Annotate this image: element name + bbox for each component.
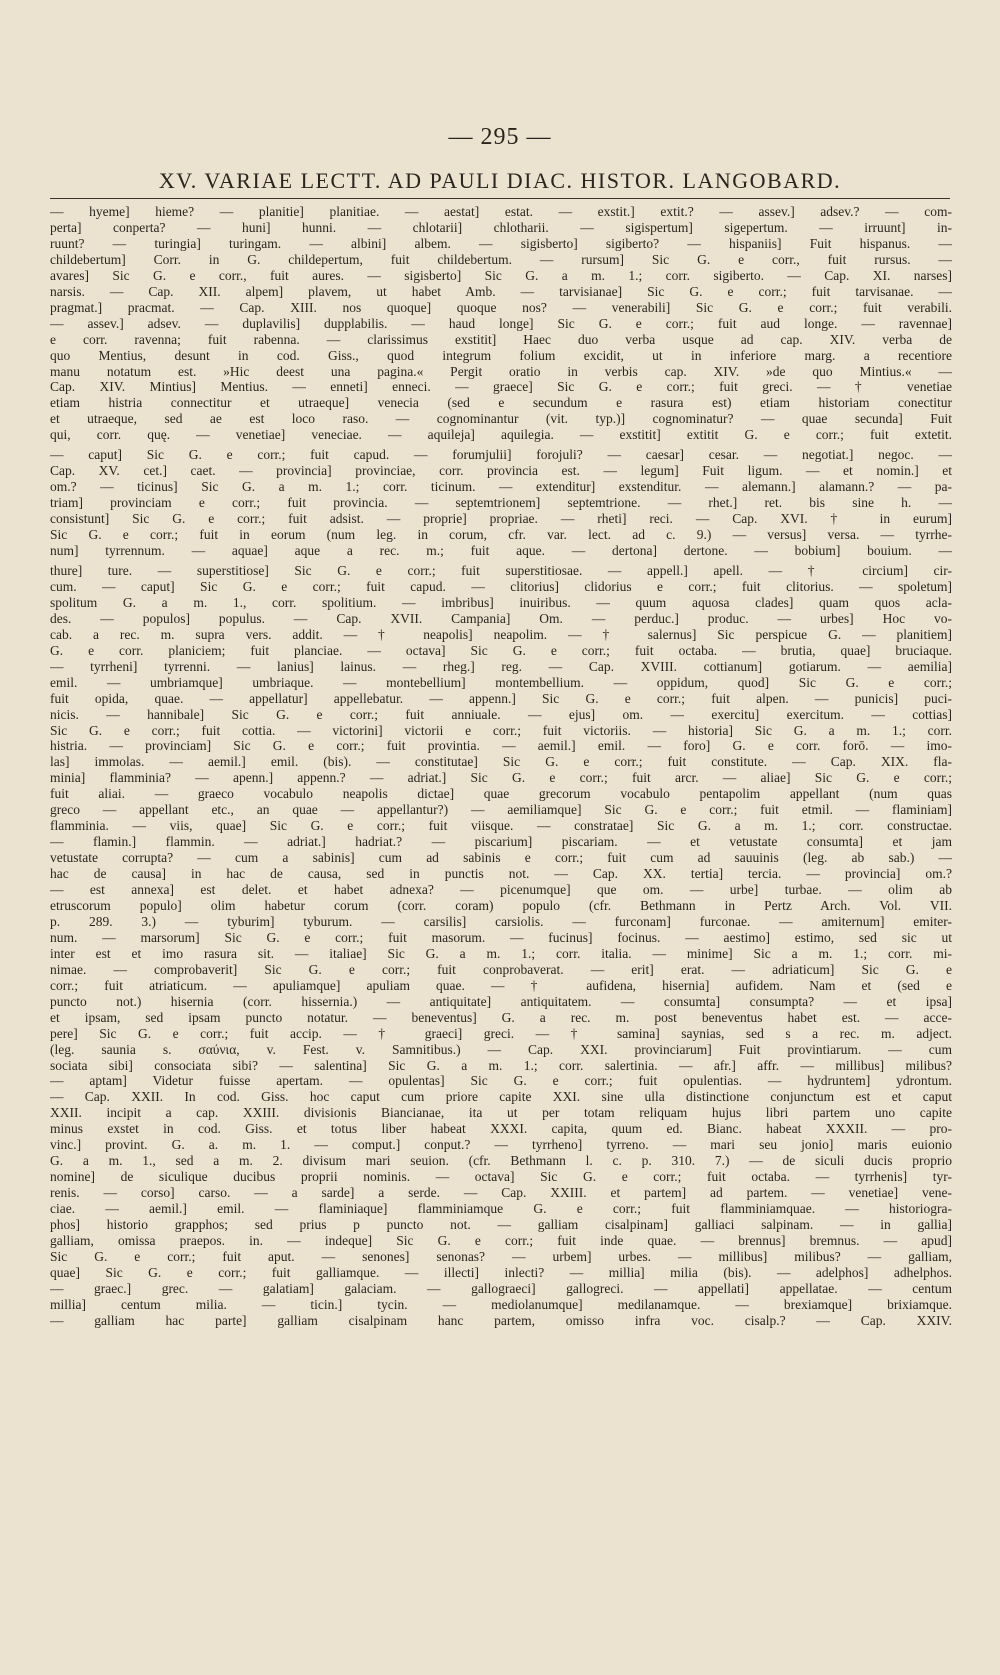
text-line: histria. — provinciam] Sic G. e corr.; fuit provintia. — aemil.] emil. — foro] G. e corr. forō. — imo- — [50, 738, 952, 754]
text-line: avares] Sic G. e corr., fuit aures. — sigisberto] Sic G. a m. 1.; corr. sigiberto. — Cap. XI. narses] — [50, 267, 952, 283]
text-line: — flamin.] flammin. — adriat.] hadriat.? — piscarium] piscariam. — et vetustate consumta] et jam — [50, 834, 952, 850]
running-head: XV. VARIAE LECTT. AD PAULI DIAC. HISTOR. LANGOBARD. — [158, 168, 842, 193]
text-line: inter est et imo rasura sit. — italiae] Sic G. a m. 1.; corr. italia. — minime] Sic a m. 1.; corr. mi- — [50, 945, 952, 961]
header-rule — [50, 198, 950, 199]
text-line: Sic G. e corr.; fuit in eorum (num leg. in corum, cfr. var. lect. ad c. 9.) — versus] versa. — tyrrhe- — [50, 527, 952, 543]
text-line: — hyeme] hieme? — planitie] planitiae. — aestat] estat. — exstit.] extit.? — assev.] adsev.? — com- — [50, 204, 952, 219]
text-line: XXII. incipit a cap. XXIII. divisionis Biancianae, ita ut per totam reliquam hujus libri partem uno capite — [50, 1105, 952, 1121]
text-line: las] immolas. — aemil.] emil. (bis). — constitutae] Sic G. e corr.; fuit constitute. — Cap. XIX. fla- — [50, 754, 952, 770]
text-line: quo Mentius, desunt in cod. Giss., quod integrum folium excidit, ut in inferiore marg. a recentiore — [50, 347, 952, 363]
text-line: triam] provinciam e corr.; fuit provincia. — septemtrionem] septemtrione. — rhet.] ret. bis sine h. — — [50, 495, 952, 511]
text-line: Cap. XV. cet.] caet. — provincia] provinciae, corr. provincia est. — legum] Fuit ligum. — et nomin.] et — [50, 463, 952, 479]
text-line: — aptam] Videtur fuisse apertam. — opulentas] Sic G. e corr.; fuit opulentias. — hydruntem] ydrontum. — [50, 1073, 952, 1089]
text-line: consistunt] Sic G. e corr.; fuit adsist. — proprie] propriae. — rheti] reci. — Cap. XVI. † in eurum] — [50, 511, 952, 527]
text-line: p. 289. 3.) — tyburim] tyburum. — carsilis] carsiolis. — furconam] furconae. — amiternum] emiter- — [50, 913, 952, 929]
text-line: galliam, omissa praepos. in. — indeque] Sic G. e corr.; fuit inde quae. — brennus] bremnus. — apud] — [50, 1233, 952, 1248]
text-line: pere] Sic G. e corr.; fuit accip. — † graeci] greci. — † samina] saynias, sed s a rec. m. adject. — [50, 1025, 952, 1041]
text-line: des. — populos] populus. — Cap. XVII. Campania] Om. — perduc.] produc. — urbes] Hoc vo- — [50, 610, 952, 626]
page-number: — 295 — — [448, 124, 552, 150]
text-line: minia] flamminia? — apenn.] appenn.? — adriat.] Sic G. e corr.; fuit arcr. — aliae] Sic G. e corr.; — [50, 770, 952, 786]
text-line: om.? — ticinus] Sic G. a m. 1.; corr. ticinum. — extenditur] exstenditur. — alemann.] alamann.? — pa- — [50, 479, 952, 495]
text-line: quae] Sic G. e corr.; fuit galliamque. — illecti] inlecti? — millia] milia (bis). — adelphos] adhelphos. — [50, 1264, 952, 1280]
text-line: — est annexa] est delet. et habet adnexa? — picenumque] que om. — urbe] turbae. — olim ab — [50, 882, 952, 898]
text-line: fuit opida, quae. — appellatur] appellebatur. — appenn.] Sic G. e corr.; fuit alpen. — punicis] puci- — [50, 690, 952, 706]
text-line: manu notatum est. »Hic deest una pagina.« Pergit oratio in verbis cap. XIV. »de quo Mintius.« — — [50, 363, 952, 379]
variant-readings-text — [50, 204, 952, 1329]
text-line: nicis. — hannibale] Sic G. e corr.; fuit anniuale. — ejus] om. — exercitu] exercitum. — cottias] — [50, 706, 952, 722]
text-line: Sic G. e corr.; fuit aput. — senones] senonas? — urbem] urbes. — millibus] milibus? — galliam, — [50, 1248, 952, 1264]
text-line: G. e corr. planiciem; fuit planciae. — octava] Sic G. e corr.; fuit octaba. — brutia, quae] bruciaque. — [50, 642, 952, 658]
text-line: emil. — umbriamque] umbriaque. — montebellium] montembellium. — oppidum, quod] Sic G. e corr.; — [50, 674, 952, 690]
text-line: thure] ture. — superstitiose] Sic G. e corr.; fuit superstitiosae. — appell.] apell. — † circium] cir- — [50, 562, 952, 578]
text-line: nimae. — comprobaverit] Sic G. e corr.; fuit conprobaverat. — erit] erat. — adriaticum] Sic G. e — [50, 961, 952, 977]
text-line: ruunt? — turingia] turingam. — albini] albem. — sigisberto] sigiberto? — hispaniis] Fuit hispanus. — — [50, 235, 952, 251]
text-line: perta] conperta? — huni] hunni. — chlotarii] chlotharii. — sigispertum] sigepertum. — irruunt] in- — [50, 219, 952, 235]
text-line: cab. a rec. m. supra vers. addit. — † neapolis] neapolim. — † salernus] Sic perspicue G. — planitiem] — [50, 626, 952, 642]
text-line: — graec.] grec. — galatiam] galaciam. — gallograeci] gallogreci. — appellati] appellatae. — centum — [50, 1280, 952, 1296]
text-line: etiam histria connectitur et utraeque] venecia (sed e secundum e rasura est) etiam historiam conectitur — [50, 395, 952, 411]
text-line: renis. — corso] carso. — a sarde] a serde. — Cap. XXIII. et partem] ad partem. — venetiae] vene- — [50, 1185, 952, 1201]
text-line: G. a m. 1., sed a m. 2. divisum mari seuion. (cfr. Bethmann l. c. p. 310. 7.) — de siculi ducis proprio — [50, 1153, 952, 1169]
text-line: — caput] Sic G. e corr.; fuit capud. — forumjulii] forojuli? — caesar] cesar. — negotiat.] negoc. — — [50, 447, 952, 463]
text-line: et ipsam, sed ipsam puncto notatur. — beneventus] G. a rec. m. post beneventus habet est. — acce- — [50, 1009, 952, 1025]
text-line: vetustate corrupta? — cum a sabinis] cum ad sabinis e corr.; fuit cum ad sauuinis (leg. ab sab.) — — [50, 850, 952, 866]
text-line: num] tyrrennum. — aquae] aque a rec. m.; fuit aque. — dertona] dertone. — bobium] bouium. — — [50, 543, 952, 559]
text-line: corr.; fuit atriaticum. — apuliamque] apuliam quae. — † aufidena, hisernia] aufidem. Nam et (sed e — [50, 977, 952, 993]
text-line: spolitum G. a m. 1., corr. spolitium. — imbribus] inuiribus. — quum aquosa clades] quam quos acla- — [50, 594, 952, 610]
text-line: greco — appellant etc., an quae — appellantur?) — aemiliamque] Sic G. e corr.; fuit etmil. — flaminiam] — [50, 802, 952, 818]
text-line: millia] centum milia. — ticin.] tycin. — mediolanumque] medilanamque. — brexiamque] brixiamque. — [50, 1296, 952, 1312]
text-line: et utraeque, sed ae est loco raso. — cognominantur (vit. typ.)] cognominatur? — quae secunda] Fuit — [50, 411, 952, 427]
text-line: ciae. — aemil.] emil. — flaminiaque] flamminiamque G. e corr.; fuit flamminiamquae. — historiogra- — [50, 1201, 952, 1217]
text-line: — tyrrheni] tyrrenni. — lanius] lainus. — rheg.] reg. — Cap. XVIII. cottianum] gotiarum. — aemilia] — [50, 658, 952, 674]
text-line: pragmat.] pracmat. — Cap. XIII. nos quoque] quoque nos? — venerabili] Sic G. e corr.; fuit verabili. — [50, 299, 952, 315]
text-line: fuit aliai. — graeco vocabulo neapolis dictae] quae grecorum vocabulo pentapolim appellant (num quas — [50, 786, 952, 802]
text-line: cum. — caput] Sic G. e corr.; fuit capud. — clitorius] clidorius e corr.; fuit clitorius. — spoletum] — [50, 578, 952, 594]
text-line: qui, corr. quę. — venetiae] veneciae. — aquileja] aquilegia. — exstitit] extitit G. e corr.; fuit extetit. — [50, 427, 952, 443]
text-line: phos] historio grapphos; sed prius p puncto not. — galliam cisalpinam] galliaci salpinam. — in gallia] — [50, 1217, 952, 1233]
text-line: childebertum] Corr. in G. childepertum, fuit childebertum. — rursum] Sic G. e corr., fuit rursus. — — [50, 251, 952, 267]
text-line: etruscorum populo] olim habetur corum (corr. coram) populo (cfr. Bethmann in Pertz Arch. Vol. VII. — [50, 897, 952, 913]
text-line: vinc.] provint. G. a. m. 1. — comput.] conput.? — tyrrheno] tyrreno. — mari seu jonio] maris euionio — [50, 1137, 952, 1153]
text-line: puncto not.) hisernia (corr. hissernia.) — antiquitate] antiquitatem. — consumta] consumpta? — et ipsa] — [50, 993, 952, 1009]
text-line: num. — marsorum] Sic G. e corr.; fuit masorum. — fucinus] focinus. — aestimo] estimo, sed sic ut — [50, 929, 952, 945]
text-line: Cap. XIV. Mintius] Mentius. — enneti] enneci. — graece] Sic G. e corr.; fuit greci. — † venetiae — [50, 379, 952, 395]
text-line: hac de causa] in hac de causa, sed in punctis not. — Cap. XX. tertia] tercia. — provincia] om.? — [50, 866, 952, 882]
text-line: Sic G. e corr.; fuit cottia. — victorini] victorii e corr.; fuit victoriis. — historia] Sic G. a m. 1.; corr. — [50, 722, 952, 738]
text-line: — galliam hac parte] galliam cisalpinam hanc partem, omisso infra voc. cisalp.? — Cap. XXIV. — [50, 1312, 952, 1328]
text-line: narsis. — Cap. XII. alpem] plavem, ut habet Amb. — tarvisianae] Sic G. e corr.; fuit tarvisanae. — — [50, 283, 952, 299]
text-line: sociata sibi] consociata sibi? — salentina] Sic G. a m. 1.; corr. salertinia. — afr.] affr. — millibus] milibus? — [50, 1057, 952, 1073]
text-line: — assev.] adsev. — duplavilis] dupplabilis. — haud longe] Sic G. e corr.; fuit aud longe. — ravennae] — [50, 315, 952, 331]
text-line: nomine] de siculique ducibus proprii nominis. — octava] Sic G. e corr.; fuit octaba. — tyrrhenis] tyr- — [50, 1169, 952, 1185]
text-line: — Cap. XXII. In cod. Giss. hoc caput cum priore capite XXI. sine ulla distinctione conjunctum est et caput — [50, 1089, 952, 1105]
text-line: flamminia. — viis, quae] Sic G. e corr.; fuit viisque. — constratae] Sic G. a m. 1.; corr. constructae. — [50, 818, 952, 834]
text-line: e corr. ravenna; fuit rabenna. — clarissimus exstitit] Haec duo verba usque ad cap. XIV. verba de — [50, 331, 952, 347]
text-line: (leg. saunia s. σαύνια, v. Fest. v. Samnitibus.) — Cap. XXI. provinciarum] Fuit provintiarum. — cum — [50, 1041, 952, 1057]
text-line: minus exstet in cod. Giss. et totus liber habeat XXXI. capita, quum ed. Bianc. habeat XXXII. — pro- — [50, 1121, 952, 1137]
